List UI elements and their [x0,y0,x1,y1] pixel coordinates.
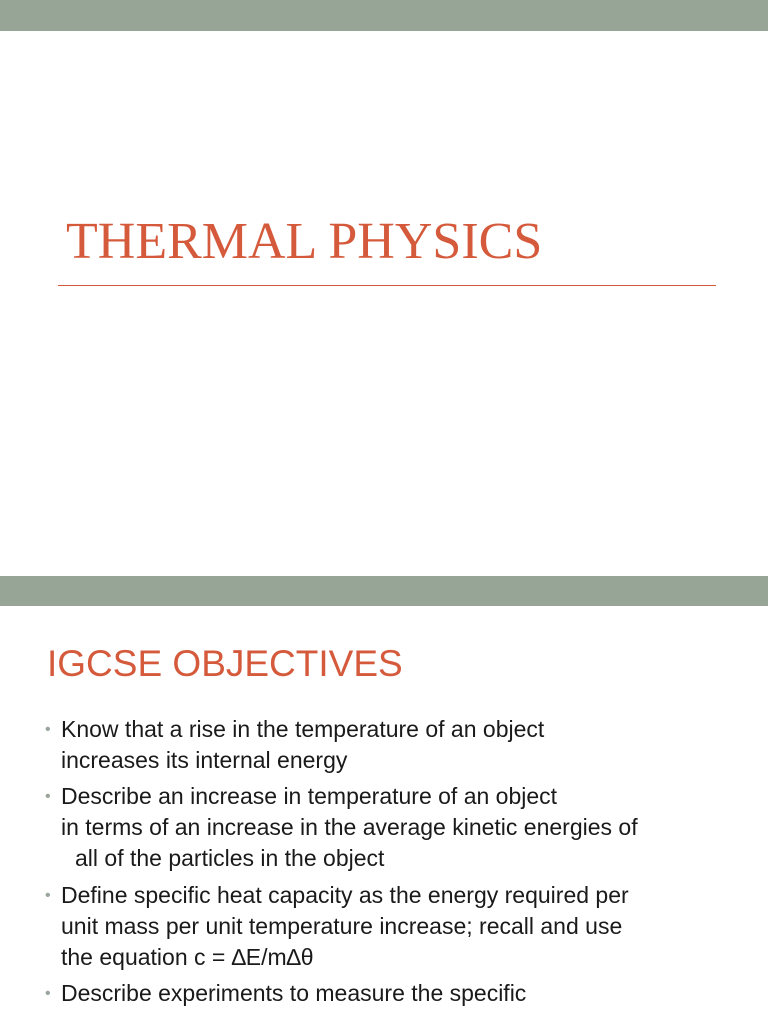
bullet-icon: • [45,721,51,738]
bullet-line: increases its internal energy [61,747,348,773]
bullet-line: unit mass per unit temperature increase; recall and use [61,913,623,939]
bullet-line: in terms of an increase in the average kinetic energies of [61,814,638,840]
slide-title: THERMAL PHYSICS [66,213,543,270]
bullet-line: Describe experiments to measure the specific [61,980,527,1006]
bullet-line: Describe an increase in temperature of an object [61,783,558,809]
bullet-icon: • [45,887,51,904]
top-bar [0,0,768,31]
list-item [0,978,768,1009]
list-item [0,880,768,973]
bullet-line: all of the particles in the object [75,845,385,871]
objectives-list [0,714,768,1009]
list-item [0,714,768,776]
bullet-line: Define specific heat capacity as the energy required per [61,882,629,908]
list-item [0,781,768,874]
bullet-line: Know that a rise in the temperature of an object [61,716,545,742]
section-heading: IGCSE OBJECTIVES [47,643,403,684]
slide-divider-bar [0,576,768,606]
bullet-icon: • [45,788,51,805]
bullet-icon: • [45,985,51,1002]
title-underline [58,285,716,286]
bullet-line: the equation c = ∆E/m∆θ [61,944,314,970]
